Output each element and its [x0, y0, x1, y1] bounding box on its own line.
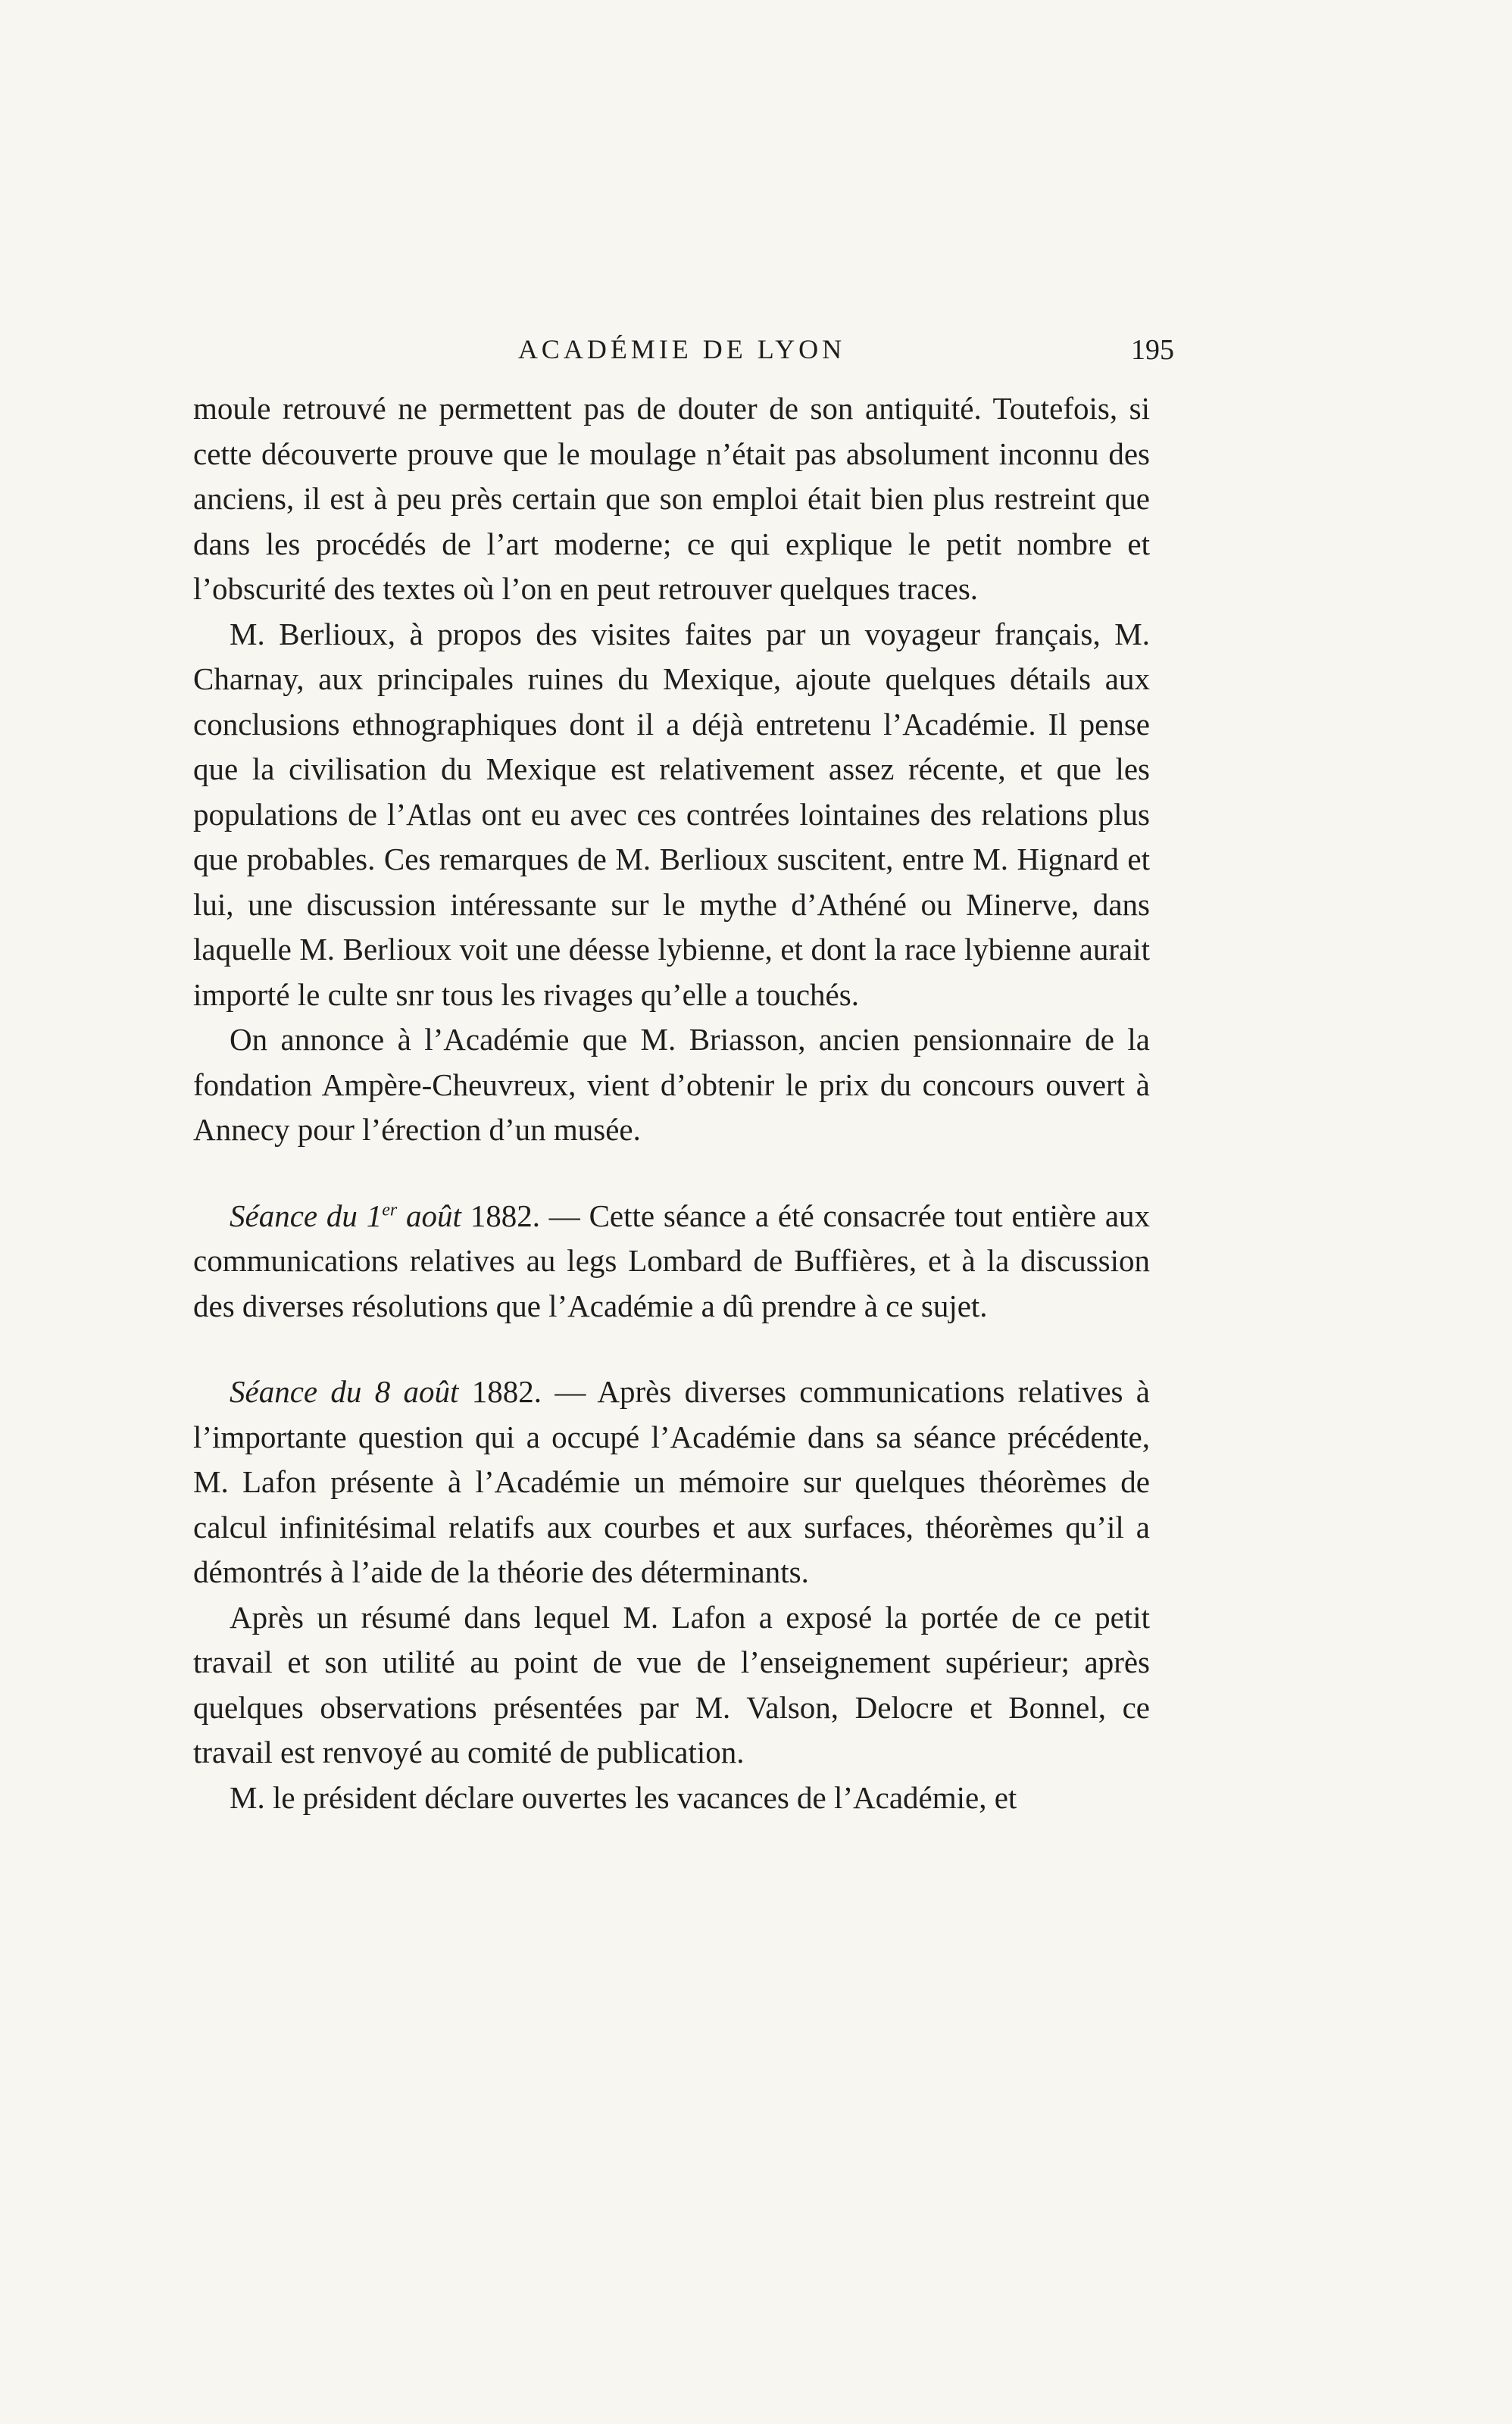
session-2-text: — Après diverses communications relatives à l’importante question qui a occupé l’Académie dans sa séance précédente, M. Lafon présente à l’Académie un mémoire sur quelques théorèmes de calcul infinitésimal relatifs aux courbes et aux surfaces, théorèmes qu’il a démontrés à l’aide de la théorie des déterminants.: [193, 1374, 1151, 1589]
session-1-aout: [193, 1194, 1150, 1329]
paragraph-vacances: M. le président déclare ouvertes les vacances de l’Académie, et: [230, 1779, 1017, 1815]
session-2-year: 1882.: [458, 1374, 542, 1409]
session-1-text: — Cette séance a été consacrée tout entière aux communications relatives au legs Lombard de Buffières, et à la discussion des diverses résolutions que l’Académie a dû prendre à ce sujet.: [193, 1198, 1151, 1323]
paragraph-moulage: moule retrouvé ne permettent pas de douter de son antiquité. Toutefois, si cette découverte prouve que le moulage n’était pas absolument inconnu des anciens, il est à peu près certain que son emploi était bien plus restreint que dans les procédés de l’art moderne; ce qui explique le petit nombre et l’obscurité des textes où l’on en peut retrouver quelques traces.: [193, 391, 1150, 606]
paragraph-briasson: On annonce à l’Académie que M. Briasson, ancien pensionnaire de la fondation Ampère-Cheuvreux, vient d’obtenir le prix du concours ouvert à Annecy pour l’érection d’un musée.: [193, 1022, 1150, 1147]
paragraph-berlioux: M. Berlioux, à propos des visites faites par un voyageur français, M. Charnay, aux principales ruines du Mexique, ajoute quelques détails aux conclusions ethnographiques dont il a déjà entretenu l’Académie. Il pense que la civilisation du Mexique est relativement assez récente, et que les populations de l’Atlas ont eu avec ces contrées lointaines des relations plus que probables. Ces remarques de M. Berlioux suscitent, entre M. Hignard et lui, une discussion intéressante sur le mythe d’Athéné ou Minerve, dans laquelle M. Berlioux voit une déesse lybienne, et dont la race lybienne aurait importé le culte snr tous les rivages qu’elle a touchés.: [193, 616, 1150, 1012]
paragraph-lafon: Après un résumé dans lequel M. Lafon a exposé la portée de ce petit travail et son utilité au point de vue de l’enseignement supérieur; après quelques observations présentées par M. Valson, Delocre et Bonnel, ce travail est renvoyé au comité de publication.: [193, 1599, 1150, 1770]
session-1-date: Séance du 1er août: [230, 1198, 461, 1233]
running-title: ACADÉMIE DE LYON: [517, 334, 846, 364]
page-number: 195: [1131, 334, 1174, 366]
page-body: [193, 386, 1150, 1820]
page-header: [189, 333, 1174, 379]
session-8-aout: [193, 1370, 1150, 1595]
session-1-year: 1882.: [461, 1198, 540, 1233]
session-2-date: Séance du 8 août: [230, 1374, 459, 1409]
